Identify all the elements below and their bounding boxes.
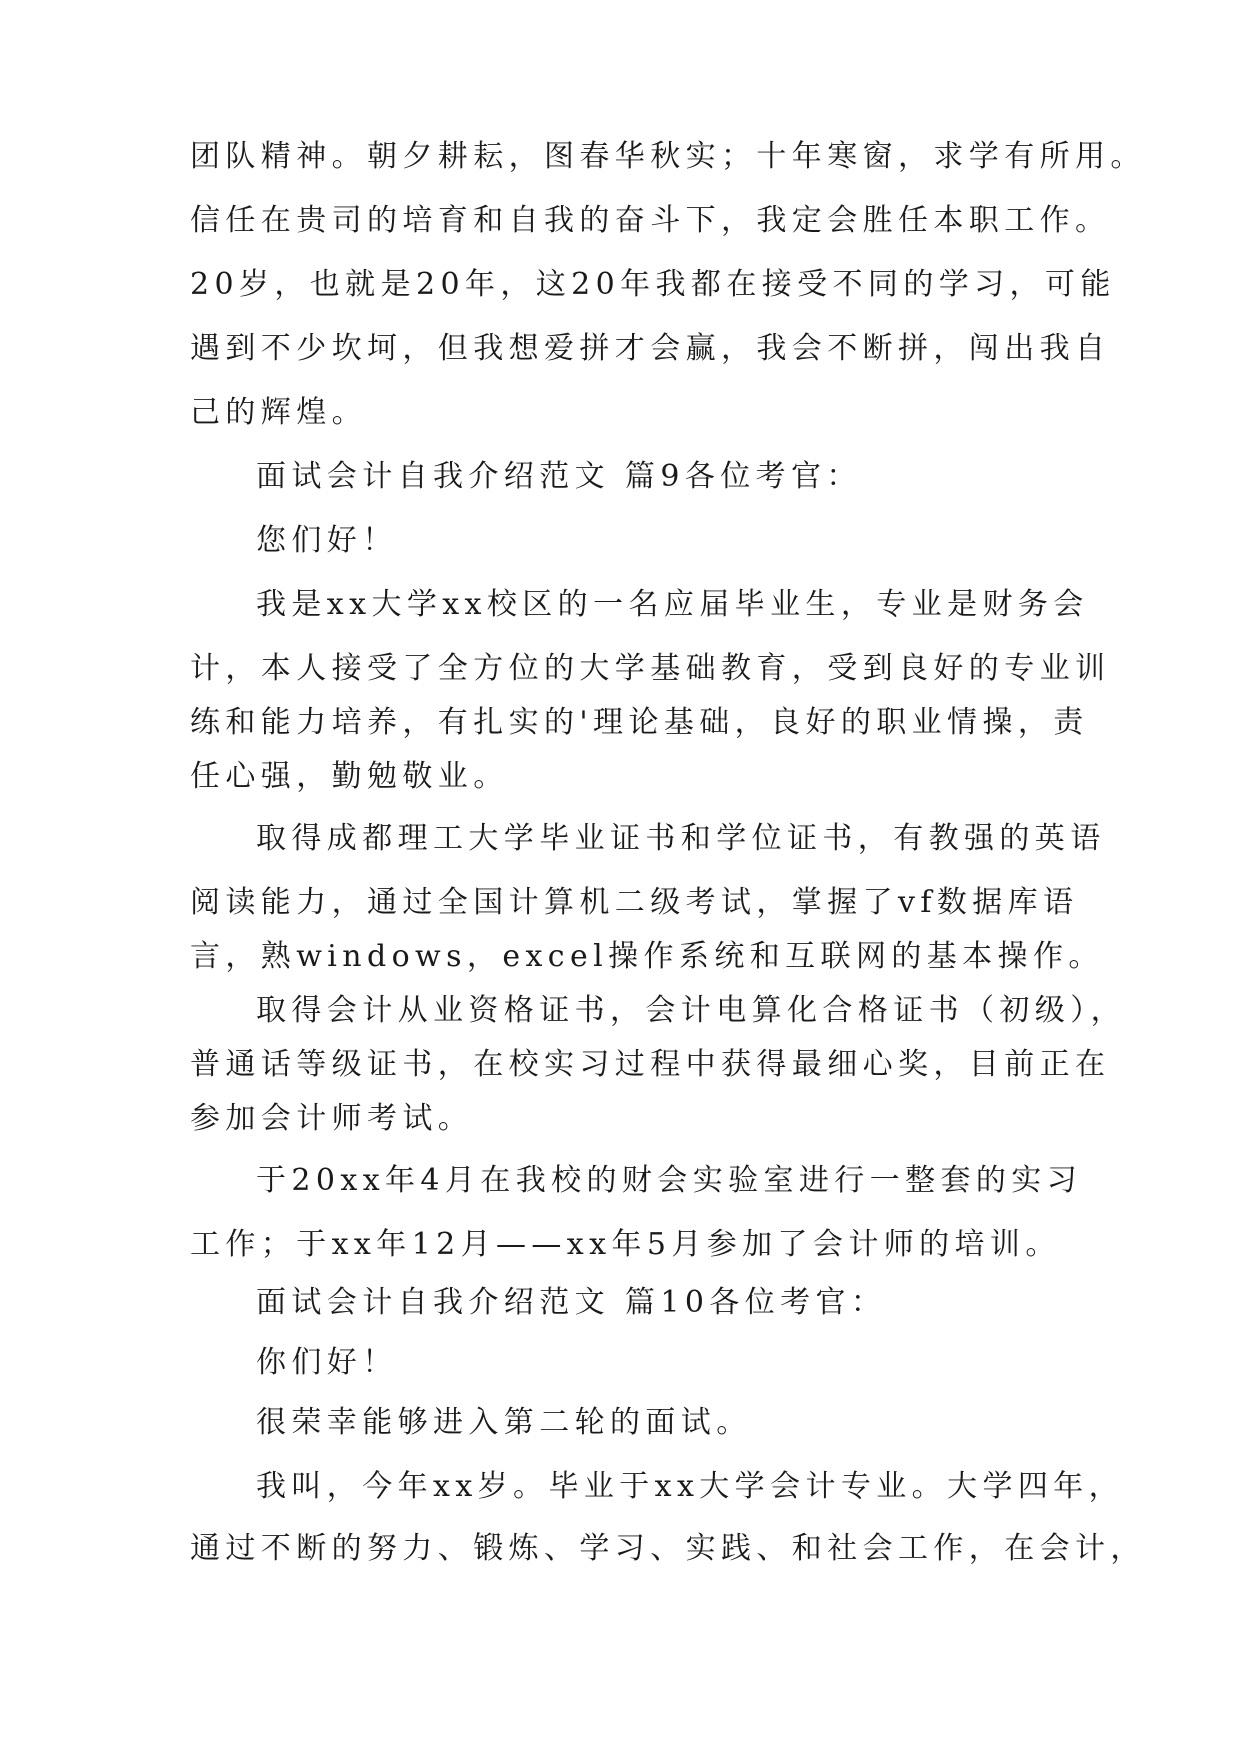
- text-line: 信任在贵司的培育和自我的奋斗下，我定会胜任本职工作。: [190, 203, 1111, 238]
- text-line: 阅读能力，通过全国计算机二级考试，掌握了vf数据库语: [190, 885, 1079, 920]
- text-line: 20岁，也就是20年，这20年我都在接受不同的学习，可能: [190, 267, 1116, 302]
- text-line: 我叫，今年xx岁。毕业于xx大学会计专业。大学四年，: [256, 1469, 1125, 1504]
- text-line: 任心强，勤勉敬业。: [190, 759, 509, 794]
- text-line: 遇到不少坎坷，但我想爱拼才会赢，我会不断拼，闯出我自: [190, 331, 1111, 366]
- text-line: 计，本人接受了全方位的大学基础教育，受到良好的专业训: [190, 651, 1111, 686]
- text-line: 于20xx年4月在我校的财会实验室进行一整套的实习: [256, 1163, 1083, 1198]
- greeting-line: 您们好！: [256, 523, 398, 558]
- text-line: 取得成都理工大学毕业证书和学位证书，有教强的英语: [256, 821, 1106, 856]
- text-line: 我是xx大学xx校区的一名应届毕业生，专业是财务会: [256, 587, 1089, 622]
- text-line: 普通话等级证书，在校实习过程中获得最细心奖，目前正在: [190, 1047, 1111, 1082]
- section-heading: 面试会计自我介绍范文 篇9各位考官：: [256, 459, 862, 494]
- text-line: 取得会计从业资格证书，会计电算化合格证书（初级），: [256, 993, 1126, 1028]
- text-line: 练和能力培养，有扎实的'理论基础，良好的职业情操，责: [190, 705, 1089, 740]
- text-line: 很荣幸能够进入第二轮的面试。: [256, 1405, 752, 1440]
- text-line: 参加会计师考试。: [190, 1101, 474, 1136]
- text-line: 言，熟windows，excel操作系统和互联网的基本操作。: [190, 939, 1104, 974]
- text-line: 通过不断的努力、锻炼、学习、实践、和社会工作，在会计，: [190, 1531, 1146, 1566]
- text-line: 己的辉煌。: [190, 395, 367, 430]
- section-heading: 面试会计自我介绍范文 篇10各位考官：: [256, 1285, 887, 1320]
- text-line: 工作；于xx年12月——xx年5月参加了会计师的培训。: [190, 1227, 1061, 1262]
- text-line: 团队精神。朝夕耕耘，图春华秋实；十年寒窗，求学有所用。: [190, 139, 1146, 174]
- greeting-line: 你们好！: [256, 1345, 398, 1380]
